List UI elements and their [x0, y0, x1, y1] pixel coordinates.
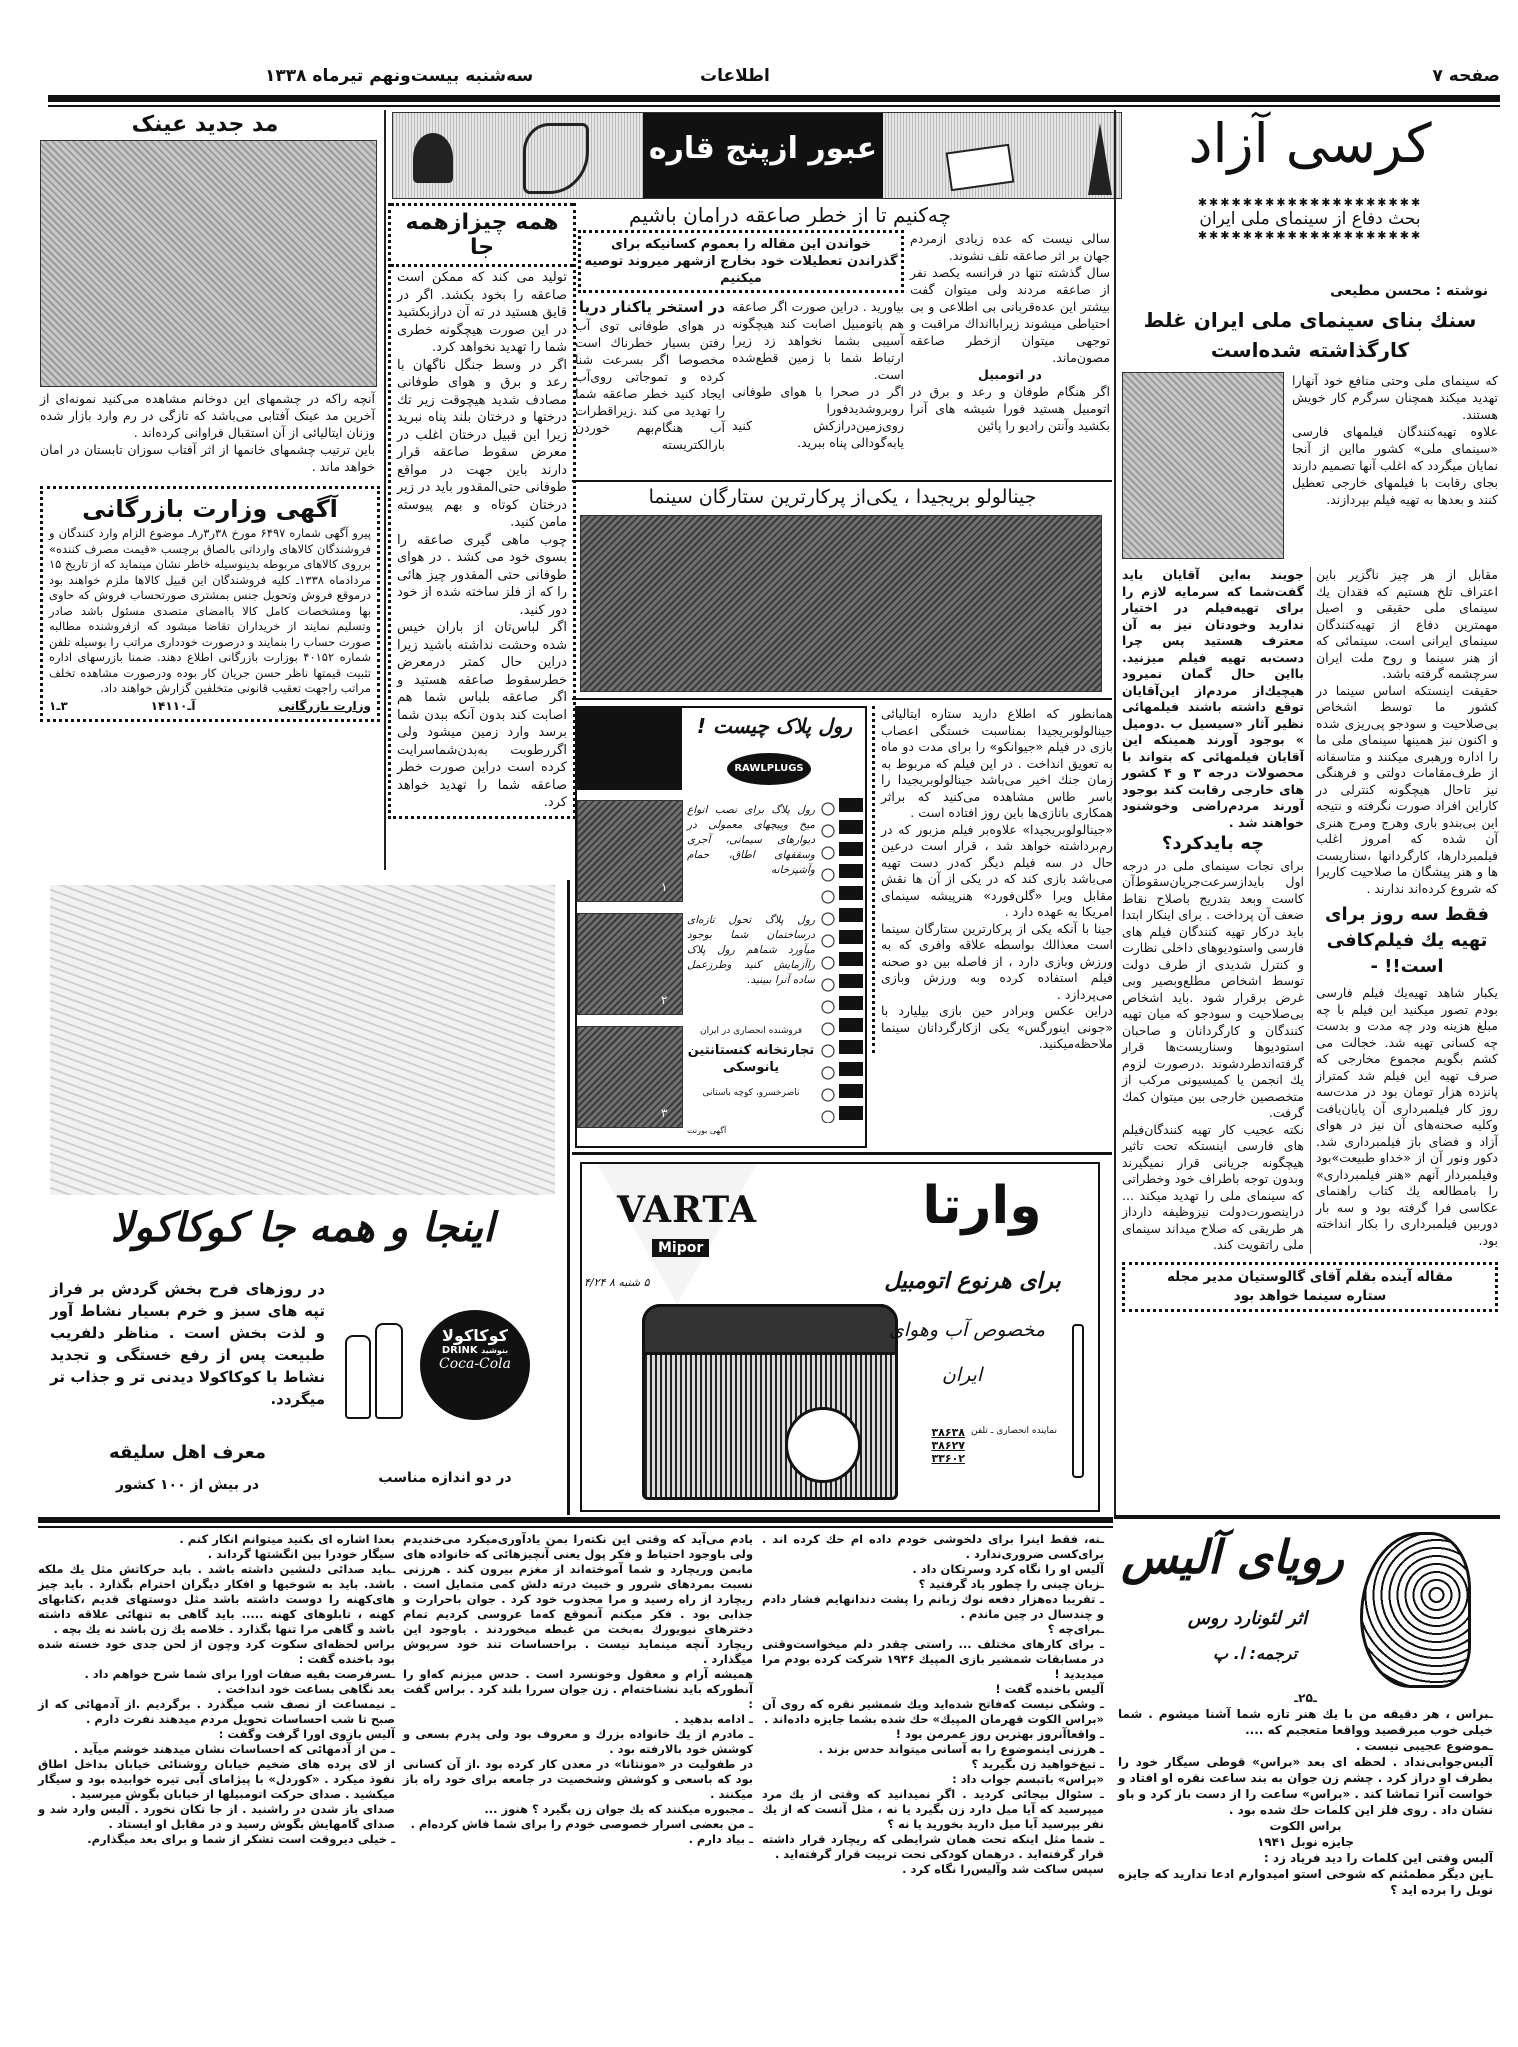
star-divider: ✱✱✱✱✱✱✱✱✱✱✱✱✱✱✱✱✱✱✱✱ [1197, 196, 1423, 209]
battery-illustration [642, 1304, 898, 1500]
commerce-notice-signature: وزارت بازرگانی [278, 698, 371, 713]
rawlplug-agency: آگهی بورنت [687, 1126, 727, 1135]
step-number: ۱ [661, 880, 668, 894]
varta-phone: ۳۸۶۲۷ [931, 1439, 966, 1452]
masthead [40, 58, 1500, 98]
cocacola-logo-fa: کوکاکولا [442, 1326, 508, 1345]
varta-brand: VARTA [617, 1189, 758, 1231]
cocacola-countries: در بیش از ۱۰۰ کشور [115, 1477, 260, 1493]
woman-profile-illustration [1360, 1532, 1471, 1688]
cinema-kicker [1120, 196, 1500, 242]
cinema-paragraph: که سینمای ملی وحتی منافع خود آنهارا تهدید میکند همچنان سرگرم کار خویش هستند. [1292, 373, 1498, 422]
cocacola-headline: اینجا و همه جا کوکاکولا [110, 1205, 495, 1251]
cinema-columns [1122, 567, 1498, 1254]
caption-paragraph: باین ترتیب چشمهای خانمها از اثر آفتاب سوزان تابستان در امان خواهد ماند . [40, 442, 375, 474]
alice-col3 [403, 1532, 753, 1847]
alice-paragraph: صدای باز شدن در راشنید . از جا تکان نخورد . آلیس وارد شد و صدای گامهایش بگوش رسید و در مقابل او ایستاد . [38, 1802, 395, 1831]
alice-paragraph: ـ من از آدمهائی که احساسات نشان میدهند خوشم میآید . [73, 1742, 395, 1756]
glasses-photo [40, 140, 377, 387]
next-article-notice [1122, 1262, 1498, 1312]
book-icon [946, 144, 1015, 192]
step-number: ۳ [661, 1106, 668, 1120]
next-article-text: مقاله آینده بقلم آقای گالوستیان مدیر مجله ستاره سینما خواهد بود [1166, 1268, 1454, 1304]
cinema-closing: نکته عجیب کار تهیه کنندگان‌فیلم های فارسی اینستکه تحت تاثیر هیچگونه جریانی قرار نمیگیرند وبدون توجه باطراف خود وخطراتی که سینمای ملی را تهدید میکند ... دراینصورت‌دولت نیزوظیفه دارداز هر طریقی که صلاح میداند سینمای ملی راتقویت کند. [1122, 1121, 1304, 1252]
watch-engraving: جایزه نوبل ۱۹۴۱ [1256, 1835, 1355, 1849]
alice-col4 [38, 1532, 395, 1847]
gina-paragraph: همانطور که اطلاع دارید ستاره ایتالیائی جینالولوبریجیدا بمناسبت خستگی اعصاب بازی در فیلم «جیوانکو» را برای مدت دو ماه به تعویق انداخت . در این فیلم که مربوط به زمان جنك اخیر می‌باشد جینالولوبریجیدا را باسر طاس مشاهده می‌کنید که براثر همکاری بانازی‌ها باین روز افتاده است . [881, 706, 1113, 820]
dancer-icon [413, 133, 453, 183]
varta-phones-label: نماینده انحصاری ـ تلفن [971, 1426, 1057, 1436]
alice-paragraph: ـسرفرصت بقیه صفات اورا برای شما شرح خواهم داد . [84, 1667, 395, 1681]
alice-paragraph: سپس ساکت شد وآلیس‌را نگاه کرد . [902, 1862, 1104, 1876]
varta-title: وارتا [922, 1176, 1042, 1236]
commerce-notice-body: پیرو آگهی شماره ۶۴۹۷ مورخ ۳۸ر۳ر۸ـ موضوع الزام وارد کنندگان و فروشندگان کالاهای وارداتی بالصاق برچسب «قیمت مصرف کننده» برروی کالاهای مربوطه بدینوسیله خاطر نشان مینماید که از تاریخ ۱۵ مردادماه ۱۳۳۸ـ کلیه فروشندگان این قبیل کالاها ملزم خواهند بود درموقع فروش وتحویل جنس بمشتری صورتحساب فروش که حاوی بها ومشخصات کامل کالا باامضای متصدی مسئول باشد صادر وتسلیم نمایند از خریداران تقاضا میشود که ازفروشنده مطالبه صورت حساب را بنمایند و درصورت خودداری مراتب را بوسیله تلفن شماره ۴۰۱۵۲ بوزارت بازرگانی اطلاع دهند. ضمنا بازرسهای اداره تثبیت قیمتها ناظر حسن جریان کار بوده ودرصورت مشاهده تخلف مراتب راجهت تعقیب قانونی متخلفین گزارش خواهند داد. [49, 526, 371, 695]
cinema-paragraph: یکبار شاهد تهیه‌یك فیلم فارسی بودم تصور میکنید این فیلم با چه مبلغ هزینه ودر چه مدت و بدست چه کسانی تهیه شد. خجالت می کشم بگویم مجموع مخارجی که صرف تهیه این فیلم شد کمتراز پانزده هزار تومان بود در مدت‌سه روز کار فیلمبرداری آن پایان‌یافت وکلیه صحنه‌های آن نیز در هوای آزاد و فضای باز فیلمبرداری شد. دکور ونور آن از «خداو طبیعت»بود وفیلمبردار آنهم «هنر فیلمبرداری» را بامطالعه یك کتاب راهنمای عکاسی فرا گرفته بود و سه بار دوربین فیلمبرداری را بکار انداخته بود. [1316, 985, 1498, 1248]
alice-paragraph: بعد نگاهی بساعت خود انداخت . [217, 1682, 395, 1696]
lightning-notice [578, 230, 904, 293]
alice-col1 [1118, 1690, 1493, 1898]
alice-paragraph: ـنه، فقط اینرا برای دلخوشی خودم داده ام حك کرده اند . برای‌کسی ضروری‌ندارد . [762, 1532, 1104, 1561]
rawlplug-brand: RAWLPLUGS [734, 763, 804, 774]
varta-handwritten-note: ۵ شنبه ۸ ۴/۲۴ [584, 1276, 650, 1289]
alice-paragraph: ـ من بعضی اسرار خصوصی خودم را برای شما فاش کرده‌ام . [410, 1817, 753, 1831]
everything-paragraph: چوب ماهی گیری صاعقه را بسوی خود می کشد . در هوای طوفانی حتی المقدور چیز هائی را که از فلز ساخته شده از خود دور کنید. [397, 532, 567, 618]
everything-title: همه چیزازهمه جا [391, 203, 573, 267]
alice-paragraph: از لای پرده های ضخیم خیابان روشنائی خیابان بداخل اطاق نفوذ میکرد . «کوردل» با پیژامای آبی تیره خوابیده بود و سیگار میکشید . صدای حرکت اتومبیلها از خیابان بگوش میرسید . [38, 1757, 395, 1801]
cinema-kicker-text: بحث دفاع از سینمای ملی ایران [1199, 209, 1421, 229]
commerce-notice-title: آگهی وزارت بازرگانی [82, 495, 338, 523]
bottom-section-rule [1114, 1515, 1500, 1519]
cinema-paragraph: مقابل از هر چیز ناگزیر باین اعتراف تلخ هستیم که فقدان یك‌ سینمای ملی حقیقی و اصیل مهمترین دفاع از تهیه‌کنندگان سینمای ایرانی است. سینمائی که ‌از ‌هنر‌ سینما و روح ملت ایران سرچشمه گرفته باشد. [1316, 567, 1498, 681]
alice-paragraph: ـ نیمساعت از نصف شب میگذرد . برگردیم .از آدمهائی که از صبح تا شب احساسات تحویل مردم میدهند نفرت دارم . [38, 1697, 395, 1726]
cocacola-body: در روزهای فرح بخش گردش بر فراز تپه های سبز و خرم بسیار نشاط آور و لذت بخش است . مناظر دلفریب طبیعت پس از رفع خستگی و تجدید نشاط با کوکاکولا دیدنی تر و جذاب تر میگردد. [50, 1280, 325, 1408]
cocacola-sizes: در دو اندازه مناسب [378, 1470, 512, 1486]
alice-paragraph: ـ ادامه بدهید . [674, 1712, 753, 1726]
everything-box [388, 203, 576, 819]
harp-icon [523, 123, 589, 194]
notebook-rings [819, 798, 837, 1123]
battery-label [785, 1407, 861, 1483]
banner-title: عبور ازپنج قاره [648, 131, 878, 166]
newspaper-name: اطلاعات [700, 66, 770, 86]
alice-paragraph: براس لحظه‌ای سکوت کرد وچون از لحن جدی خود خسته شده بود باخنده گفت : [38, 1637, 395, 1666]
cocacola-logo-fa-drink: بنوشید [481, 1346, 509, 1355]
alice-paragraph: ـ تیغ‌خواهید زن بگیرید ؟ [971, 1757, 1104, 1771]
cinema-paragraph: برای نجات سینمای ملی در درجه اول بایدازسرعت‌جریان‌سقوط‌آن کاست وبعد بتدریج باصلاح نقاط ضعف آن پرداخت . برای اینکار ابتدا باید درکار تهیه کنندگان فیلم های فارسی واستودیوهای داخلی نظارت و کنترل شدیدی از طرف دولت توسط اشخاص مطلع‌وبصیر وبی غرض برقرار شود .باید اشخاص بی‌صلاحیت و سودجو که میان تهیه کنندگان و کارگردانان و صاحبان استودیوها وسناریست‌ها قرار گرفته‌اندطردشوند .درصورت لزوم یك انجمن یا کمیسیونی مرکب از متخصصین خارجی بین میتوان کمك گرفت. [1122, 857, 1304, 1120]
rawlplug-title: رول پلاک چیست ! [696, 714, 853, 738]
masthead-rule [48, 95, 1500, 102]
lightning-col3 [575, 298, 725, 453]
lightning-title: چه‌کنیم تا از خطر صاعقه درامان باشیم [628, 203, 952, 227]
glasses-caption [40, 390, 375, 475]
lightning-col2 [732, 298, 904, 451]
alice-paragraph: ـ تقریبا ده‌هزار دفعه نوك زبانم را پشت دندانهایم فشار دادم و چندسال در چین ماندم . [762, 1592, 1104, 1621]
alice-paragraph: ـ مادرم از یك خانواده بزرك و معروف بود ولی پدرم بسعی و کوشش خود بالارفته بود . [403, 1727, 753, 1756]
lightning-paragraph: اگر هنگام طوفان و رعد و برق در اتومبیل هستید فورا شیشه های آنرا بکشید وآنتن رادیو را پائین [910, 384, 1110, 433]
masthead-rule-thin [48, 105, 1500, 107]
lightning-subhead-pool: در استخر یاکنار دریا [578, 298, 725, 316]
gina-paragraph: جینا با آنکه یکی از پرکارترین ستارگان سینما است معذالك بواسطه علاقه وافری که به ورزش وبازی دارد ، از فاصله بین دو صحنه فیلم استفاده کرده وبه ورزش وبازی می‌پردازد . [881, 920, 1113, 1002]
alice-title: رویای آلیس [1121, 1530, 1344, 1584]
page-number: صفحه ۷ [1432, 66, 1500, 86]
lightning-notice-text: خواندن این مقاله را بعموم کسانیکه برای گذراندن تعطیلات خود بخارج ازشهر میروند توصیه میکنیم [584, 237, 898, 286]
section-rule [572, 698, 1112, 700]
glasses-title: مد جدید عینک [131, 112, 279, 137]
battery-top [642, 1304, 898, 1355]
alice-paragraph: بعدا اشاره ای بکنید میتوانم انکار کنم . [179, 1532, 395, 1546]
alice-paragraph: آلیس باخنده گفت ! [995, 1682, 1104, 1696]
rawlplug-seller: تجارتخانه کنستانتین یانوسکی [687, 1043, 815, 1075]
rawlplug-ad [575, 706, 867, 1148]
column-divider [384, 110, 386, 870]
alice-author: اثر لئونارد روس [1187, 1608, 1308, 1629]
lightning-paragraph: بیاورید . دراین صورت اگر صاعقه هم باتومبیل اصابت کند هیچگونه آسیبی بشما نخواهد زد زیرا ارتباط شما با زمین قطع‌شده است. [732, 299, 904, 382]
gina-article [872, 706, 1113, 1053]
alice-paragraph: «براس» باتبسم جواب داد : [952, 1772, 1104, 1786]
watch-engraving: براس الکوت [1269, 1819, 1342, 1833]
cocacola-ad [40, 880, 570, 1515]
alice-paragraph: ـ واقعاآنروز بهترین روز عمرمن بود ! [895, 1727, 1104, 1741]
alice-paragraph: ـ خیلی دیروقت است تشکر از شما و برای بعد میگذارم. [87, 1832, 395, 1846]
alice-paragraph: ـ شما مثل اینکه تحت همان شرایطی که ریچارد قرار داشته قرار گرفته‌اید . درهمان کودکی تحت تربیت قرار گرفته‌اید . [762, 1832, 1104, 1861]
rawlplug-logo [727, 753, 811, 785]
lightning-col1 [910, 230, 1110, 434]
varta-sub: Mipor [652, 1239, 709, 1257]
commerce-notice-ref: ۳ـ۱ [49, 698, 68, 713]
alice-paragraph: همیشه آرام و معقول وخونسرد است . حدس میزنم که‌او را آنطورکه باید نشناخته‌ام . زن جوان سررا بلند کرد . براس گفت : [403, 1667, 753, 1711]
rawlplug-line1: رول پلاگ برای نصب انواع میخ وپیچهای معمولی در دیوارهای سیمانی، آجری وسقفهای اطاق، حمام وآشپزخانه [687, 804, 815, 876]
varta-phones [897, 1426, 1057, 1465]
rawlplug-box-illustration [577, 708, 682, 790]
gina-paragraph: «جینالولوبریجیدا» علاوه‌بر فیلم مزبور که در رم‌برداشته خواهد شد ، قرار است درعین حال در سه فیلم دیگر که‌در دست تهیه می‌باشد بازی کند که در یکی از آن ها نقش مقابل ویرا «گلن‌فورد» هنرپیشه سینمای امریکا به عهده دارد . [881, 821, 1113, 919]
alice-paragraph: آلیس او را نگاه کرد وسرتکان داد . [912, 1562, 1104, 1576]
alice-paragraph: ـزبان چینی را چطور یاد گرفتید ؟ [918, 1577, 1104, 1591]
varta-line3: ایران [941, 1364, 983, 1386]
cinema-subhead-three-days: فقط سه روز برای تهیه یك فیلم‌کافی است!! - [1325, 904, 1489, 977]
cocacola-logo-drink: DRINK [441, 1345, 478, 1356]
alice-paragraph: در طفولیت در «مونتانا» در معدن کار کرده بود .از آن کسانی بود که باسعی و کوشش وشخصیت در جامعه برای خود راه باز میکنند . [403, 1757, 753, 1801]
alice-translator: ترجمه: ا. پ [1212, 1644, 1298, 1663]
rawlplug-line2: رول پلاگ تحول تازه‌ای درساختمان شما بوجود میآورد شماهم رول پلاک راآزمایش کنید وطرزعمل ساده آنرا ببینید. [687, 914, 815, 986]
lightning-paragraph: سالی نیست که عده زیادی ازمردم جهان بر اثر صاعقه تلف نشوند. [910, 231, 1110, 263]
commerce-notice [40, 486, 380, 722]
cinema-paragraph: جویند به‌این آقایان باید گفت‌شما که سرمایه لازم را برای تهیه‌فیلم در اختیار ندارید وخودتان نیز به آن معترف هستید پس چرا دست‌به تهیه فیلم میزنید. بااین حال گمان نمیرود هیچیك‌از مردم‌از این‌آقایان توقع داشته باشند فیلمهائی نظیر آثار «سیسیل ب .دومیل » بوجود آورند همینکه این آقایان فیلمهائی که بتواند با محصولات درجه ۳ و ۴ کشور های خارجی رقابت کند بوجود آورند مردم‌راضی وخوشنود خواهند شد . [1122, 567, 1304, 830]
alice-paragraph: ـ بیاد دارم . [688, 1832, 753, 1846]
rawlplug-seller-label: فروشنده انحصاری در ایران [699, 1026, 803, 1036]
lightning-paragraph: در هوای طوفانی توی آب رفتن بسیار خطرناك است مخصوصا اگر بسرعت شنا کرده و تموجاتی روی‌آب ایجاد کنید خطر صاعقه شما را تهدید می کند .زیراقطرات آب هنگام‌بهم خوردن بارالکتریسته [575, 318, 725, 452]
alice-paragraph: ـاین دیگر مطمئنم که شوخی استو امیدوارم ادعا ندارید که جایزه نوبل را برده اید ؟ [1118, 1867, 1493, 1897]
billiards-photo [580, 515, 1102, 692]
alice-paragraph: ـبراس ، هر دقیقه من با یك هنر تازه شما آشنا میشوم . شما خیلی خوب میرقصید وواقعا متعجبم که .... [1118, 1707, 1493, 1737]
gina-title: جینالولو بریجیدا ، یکی‌از پرکارترین ستارگان سینما [648, 486, 1037, 508]
alice-paragraph: ـموضوع عجیبی نیست . [1355, 1739, 1493, 1753]
alice-paragraph: آلیس وقتی این کلمات را دید فریاد زد : [1263, 1851, 1493, 1865]
alice-col2 [762, 1532, 1104, 1877]
alice-paragraph: ـ سئوال بیجائی کردید . اگر نمیدانید که وقتی از یك مرد میپرسید که آیا میل دارد زن بگیرد یا نه ، مثل آنست که از یك نفر بپرسید آیا میل دارید بخورید یا نه ؟ [762, 1787, 1104, 1831]
bottle-icon [375, 1323, 403, 1419]
section-rule [572, 480, 1112, 482]
eiffel-tower-icon [1088, 123, 1112, 195]
lightning-subhead-car: در اتومبیل [978, 367, 1042, 382]
alice-paragraph: سیگار خودرا بین انگشتها گرداند . [207, 1547, 395, 1561]
alice-paragraph: آلیس بازوی اورا گرفت وگفت : [218, 1727, 395, 1741]
bottle-icon [345, 1335, 371, 1419]
five-continents-banner [392, 112, 1122, 199]
alice-paragraph: آلیس‌جوابی‌نداد . لحظه ای بعد «براس» قوطی سیگار خود را بطرف او دراز کرد . چشم زن جوان به بند ساعت نقره او افتاد و خواست آنرا تماشا کند . «براس» ساعت را از دست باز کرد و باو نشان داد . روی فلز این کلمات حك شده بود . [1118, 1755, 1493, 1817]
bottom-section-rule [38, 1526, 1113, 1528]
cinema-paragraph: حقیقت اینستکه اساس سینما در کشور ما توسط اشخاص بی‌صلاحیت و سودجو پی‌ریزی شده و اکنون نیز همینها سینمای ملی ما را اداره ورهبری میکنند و متاسفانه از طرف‌مقامات دولتی و فرهنگی نیز تاحال هیچگونه کنترلی در کاراین افراد صورت نگرفته و نتیجه این بی‌بندو باری وهرج ومرج هنری آن شده که امروز اغلب فیلمبردارها، کارگردانها ،سناریست ها و هنر پیشگان ما صلاحیت کاریرا که شروع کرده‌اند ندارند . [1316, 682, 1498, 896]
cinema-headline: سنك بنای سینمای ملی ایران غلط کارگذاشته شده‌است [1143, 308, 1477, 362]
cinema-paragraph: علاوه‌ تهیه‌کنندگان فیلمهای فارسی «سینمای ملی» کشور مااین از آنجا نمایان میگردد که اغلب آنها تصمیم دارند بجای رقابت با فیلمهای خارجی تعطیل کنند و بعدها به تهیه فیلم بپردازند. [1292, 424, 1498, 507]
alice-paragraph: ـ وشکی نیست که‌فاتح شده‌اید ویك شمشیر نقره که روی آن «براس الکوت قهرمان المپیك» حك شده بشما جایزه داده‌اند . [762, 1697, 1104, 1726]
everything-paragraph: اگر لباس‌تان از باران خیس شده وحشت نداشته باشید زیرا دراین حال کمتر درمعرض خطرسقوط صاعقه هستید و اگر صاعقه بلباس شما هم اصابت کند بدون آنکه ببدن شما برسد وارد زمین میشود ولی اگررطوبت به‌بدن‌شماسرایت کرده است دراین صورت خطر صاعقه شما را تهدید خواهد کرد. [397, 620, 567, 810]
varta-line2: مخصوص آب وهوای [888, 1319, 1046, 1341]
alice-paragraph: ـ هرزنی اینموضوع را به آسانی میتواند حدس بزند . [818, 1742, 1104, 1756]
rawlplug-address: ناصرخسرو، کوچه باستانی [702, 1088, 800, 1098]
cinema-col-a [1292, 372, 1498, 508]
star-divider: ✱✱✱✱✱✱✱✱✱✱✱✱✱✱✱✱✱✱✱✱ [1197, 229, 1423, 242]
gina-paragraph: دراین عکس وبرادر حین بازی بیلیارد با «جونی اینورگس» یکی ازکارگردانان سینما ملاحظه‌میکنید. [881, 1003, 1113, 1051]
varta-phone: ۳۳۶۰۲ [931, 1452, 966, 1465]
lightning-paragraph: سال گذشته تنها در فرانسه یکصد نفر از صاعقه مردند ولی میتوان گفت بیشتر این عده‌قربانی بی اطلاعی و بی احتیاطی میشوند زیراباانداك مراقبت و توجهی میتوان ازخطر صاعقه مصون‌ماند. [910, 265, 1110, 365]
bottom-section-rule [38, 1517, 1113, 1523]
issue-date: سه‌شنبه بیست‌ونهم تیرماه ۱۳۳۸ [265, 66, 534, 86]
section-title: کرسی آزاد [1188, 112, 1432, 175]
cinema-subhead-what: چه بایدکرد؟ [1161, 833, 1265, 854]
commerce-notice-ref: آـ۱۴۱۱۰ [150, 698, 196, 713]
notebook-tabs [839, 798, 863, 1128]
thermometer-icon [1072, 1324, 1084, 1478]
varta-ad [580, 1162, 1100, 1512]
picnic-illustration [50, 885, 555, 1195]
everything-paragraph: اگر در وسط جنگل ناگهان با رعد و برق و هوای طوفانی مصادف شدید هیچوقت زیر تك درختها و درختان بلند پناه نبرید زیرا این قبیل درختان اغلب در معرض سقوط صاعقه قرار دارند باین جهت در مواقع طوفانی حتی‌المقدور باید در زیر درختان کوتاه و بهم پیوسته مامن کنید. [397, 357, 567, 530]
alice-paragraph: ـباید صدائی دلنشین داشته باشد . باید حرکاتش مثل یك ملکه باشد. باید به شوخیها و افکار دیگران احترام بگذارد . باید چیز های‌کهنه را دوست داشته باشد مثل دوستهای قدیم ،کتابهای کهنه ، تابلوهای کهنه ..... باید گاهی به تنهائی علاقه داشته باشد و گاهی مرا تنها بگذارد . خلاصه یك زن باشد نه یك بچه . [38, 1562, 395, 1636]
alice-paragraph: ـ برای کارهای مختلف ... راستی چقدر دلم میخواست‌وقتی در مسابقات شمشیر بازی المپیك ۱۹۳۶ شرکت کرده بودم مرا میدیدید ! [762, 1637, 1104, 1681]
alice-paragraph: ـبرای‌چه ؟ [1047, 1622, 1104, 1636]
cinema-article [1122, 372, 1498, 1312]
cocacola-logo [420, 1310, 530, 1420]
step-number: ۲ [661, 993, 668, 1007]
varta-line1: برای هرنوع اتومبیل [884, 1269, 1061, 1294]
lightning-paragraph: اگر در صحرا با هوای طوفانی روبروشدیدفورا روی‌زمین‌درازکش کنید یابه‌گودالی پناه ببرید. [732, 384, 904, 450]
column-divider [1114, 110, 1116, 1515]
cocacola-logo-en: Coca-Cola [438, 1356, 512, 1372]
cinema-byline: نوشته : محسن مطیعی [1330, 283, 1488, 299]
everything-paragraph: تولید می کند که ممکن است صاعقه را بخود بکشد. اگر در قایق هستید در ته آن درازبکشید در این صورت هیچگونه خطری شما را تهدید نخواهد کرد. [397, 270, 567, 355]
section-rule [572, 1152, 1112, 1155]
cocacola-tagline: معرف اهل سلیقه [109, 1442, 266, 1463]
alice-paragraph: ـ مجبوره میکنند که یك جوان زن بگیرد ؟ هنوز ... [484, 1802, 753, 1816]
varta-phone: ۳۸۶۳۸ [931, 1426, 966, 1439]
alice-paragraph: یادم می‌آید که وقتی این نکته‌را بمن یادآوری‌میکرد می‌خندیدم ولی باوجود احتیاط و فکر پول یعنی آنچیزهائی که خانواده های مابمن وریچارد و شما آموخته‌اند از مغزم بیرون کند . هرزنی نسبت بمردهای شرور و خبیث درته دلش کمی متمایل است . ریچارد از راه رسید و مرا مجذوب خود کرد . جوان باحرارت و جذابی بود . فکر میکنم آنموقع که‌ما عروسی کردیم تمام دخترهای نیویورك به‌بخت من غبطه میخوردند . باوجود این ریچارد آنچه مینماید نیست . براحساسات تند خود سرپوش میگذارد . [403, 1532, 753, 1666]
author-portrait [1122, 372, 1284, 559]
alice-episode: ـ۲۵ـ [1294, 1691, 1317, 1705]
caption-paragraph: آنچه راکه در چشمهای این دوخانم مشاهده می‌کنید نمونه‌ای از آخرین مد عینک آفتابی می‌باشد که تازگی در رم وارد بازار شده وزنان ایتالیائی از آن استقبال فراوانی کرده‌اند . [40, 391, 375, 440]
